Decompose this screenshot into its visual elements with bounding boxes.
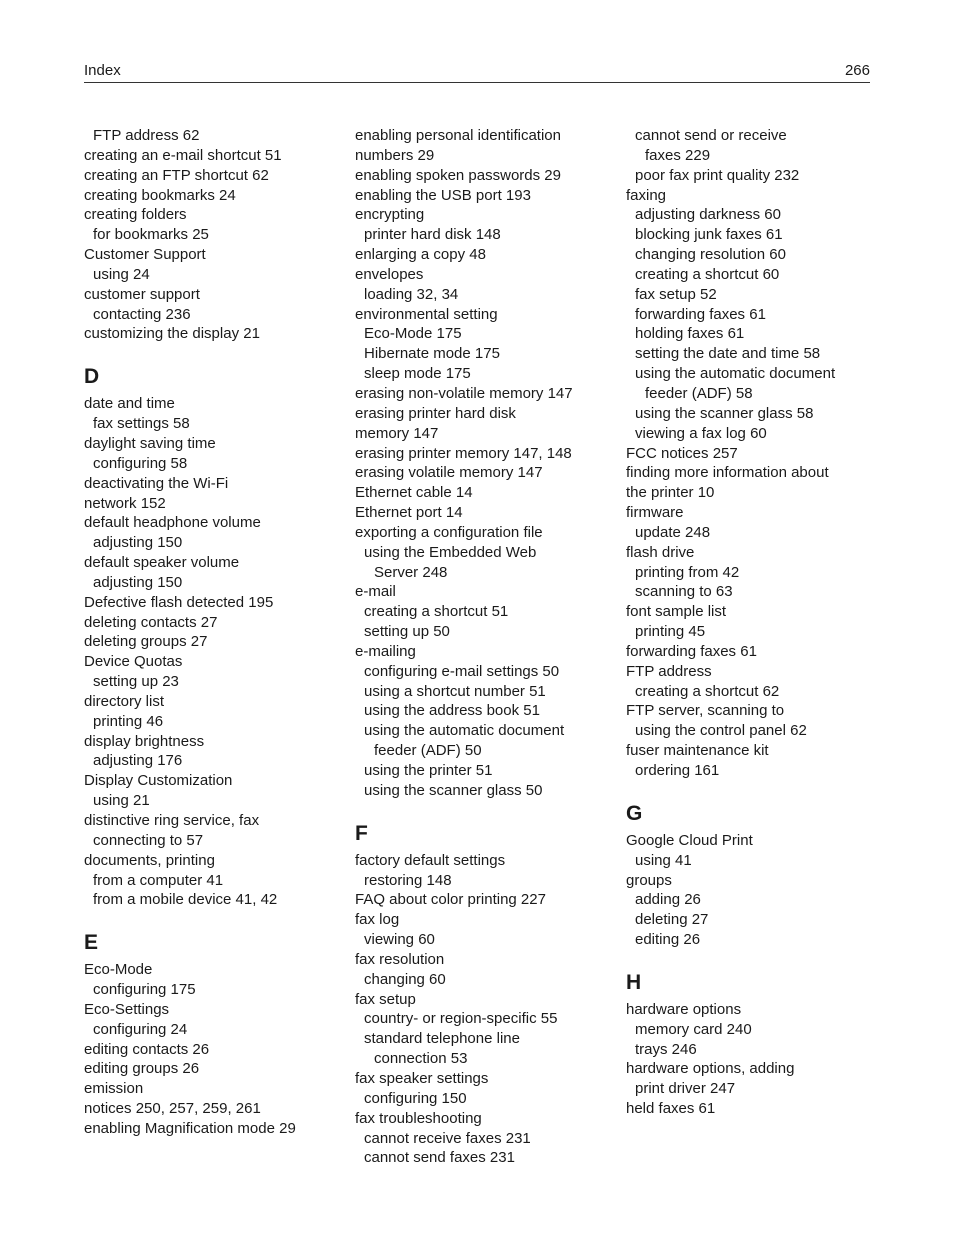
index-entry: notices 250, 257, 259, 261 <box>84 1100 261 1118</box>
index-subentry: scanning to 63 <box>635 583 733 601</box>
index-entry: enabling spoken passwords 29 <box>355 166 561 184</box>
index-subentry: deleting 27 <box>635 911 709 929</box>
index-subentry: forwarding faxes 61 <box>635 305 766 323</box>
index-subentry: fax settings 58 <box>93 415 190 433</box>
index-subentry: standard telephone line <box>364 1030 520 1048</box>
index-subentry: from a computer 41 <box>93 871 224 889</box>
index-subentry: faxes 229 <box>645 146 711 164</box>
index-entry: erasing non-volatile memory 147 <box>355 384 573 402</box>
index-letter-heading: G <box>626 801 643 825</box>
index-subentry: printing 46 <box>93 712 164 730</box>
index-entry: customer support <box>84 285 200 303</box>
index-subentry: holding faxes 61 <box>635 325 745 343</box>
index-subentry: poor fax print quality 232 <box>635 166 800 184</box>
index-entry: the printer 10 <box>626 484 715 502</box>
index-subentry: using the scanner glass 58 <box>635 404 814 422</box>
index-entry: FTP address <box>626 662 712 680</box>
index-entry: factory default settings <box>355 851 506 869</box>
index-entry: hardware options, adding <box>626 1060 795 1078</box>
index-entry: Defective flash detected 195 <box>84 593 274 611</box>
index-entry: editing contacts 26 <box>84 1040 210 1058</box>
index-entry: Eco-Settings <box>84 1000 170 1018</box>
index-subentry: creating a shortcut 62 <box>635 682 780 700</box>
index-subentry: feeder (ADF) 50 <box>374 742 482 760</box>
index-subentry: using the automatic document <box>635 365 836 383</box>
index-subentry: contacting 236 <box>93 305 191 323</box>
index-subentry: setting up 50 <box>364 623 450 641</box>
index-entry: network 152 <box>84 494 166 512</box>
index-entry: exporting a configuration file <box>355 523 543 541</box>
index-subentry: using the printer 51 <box>364 762 493 779</box>
index-entry: fax troubleshooting <box>355 1109 482 1127</box>
index-letter-heading: E <box>84 931 99 955</box>
index-subentry: using 24 <box>93 265 150 283</box>
index-subentry: configuring 175 <box>93 981 196 999</box>
index-entry: creating bookmarks 24 <box>84 186 236 204</box>
index-subentry: printing from 42 <box>635 563 740 581</box>
index-entry: deleting contacts 27 <box>84 613 218 631</box>
page-header <box>84 60 870 83</box>
index-entry: faxing <box>626 186 667 204</box>
index-entry: font sample list <box>626 603 727 621</box>
index-entry: documents, printing <box>84 851 215 869</box>
index-entry: enabling the USB port 193 <box>355 186 531 204</box>
index-entry: editing groups 26 <box>84 1060 200 1078</box>
index-entry: groups <box>626 871 672 889</box>
index-entry: creating an e-mail shortcut 51 <box>84 146 282 164</box>
index-entry: directory list <box>84 692 165 710</box>
index-subentry: from a mobile device 41, 42 <box>93 891 278 909</box>
index-entry: forwarding faxes 61 <box>626 642 757 660</box>
index-entry: customizing the display 21 <box>84 325 260 343</box>
index-subentry: FTP address 62 <box>93 127 200 144</box>
index-entry: encrypting <box>355 206 425 224</box>
index-subentry: using 41 <box>635 851 692 869</box>
index-entry: fax setup <box>355 990 416 1008</box>
index-entry: erasing volatile memory 147 <box>355 464 543 482</box>
index-entry: fax log <box>355 911 400 929</box>
index-entry: daylight saving time <box>84 434 216 452</box>
index-entry: e-mail <box>355 583 396 601</box>
index-entry: date and time <box>84 395 175 413</box>
index-subentry: sleep mode 175 <box>364 365 471 383</box>
index-subentry: adjusting 150 <box>93 573 183 591</box>
index-entry: e-mailing <box>355 642 416 660</box>
index-entry: held faxes 61 <box>626 1100 716 1118</box>
index-entry: erasing printer memory 147, 148 <box>355 444 572 462</box>
index-subentry: setting the date and time 58 <box>635 345 821 363</box>
index-entry: hardware options <box>626 1000 742 1018</box>
index-subentry: ordering 161 <box>635 762 720 779</box>
index-subentry: using a shortcut number 51 <box>364 682 546 700</box>
index-subentry: creating a shortcut 51 <box>364 603 509 621</box>
index-subentry: loading 32, 34 <box>364 285 459 303</box>
index-entry: Google Cloud Print <box>626 831 753 849</box>
index-column-2 <box>355 126 613 1168</box>
index-subentry: editing 26 <box>635 931 701 949</box>
index-entry: erasing printer hard disk <box>355 404 516 422</box>
page-number: 266 <box>844 62 870 79</box>
index-subentry: configuring 58 <box>93 454 188 472</box>
index-subentry: adjusting darkness 60 <box>635 206 781 224</box>
index-entry: Device Quotas <box>84 653 183 671</box>
index-entry: environmental setting <box>355 305 498 323</box>
index-entry: deleting groups 27 <box>84 633 208 651</box>
index-subentry: viewing a fax log 60 <box>635 424 767 442</box>
index-entry: Ethernet port 14 <box>355 504 463 522</box>
index-entry: Ethernet cable 14 <box>355 484 473 502</box>
index-entry: enlarging a copy 48 <box>355 246 486 264</box>
index-subentry: country- or region-specific 55 <box>364 1010 558 1028</box>
index-entry: creating folders <box>84 206 187 224</box>
index-subentry: restoring 148 <box>364 871 452 889</box>
index-subentry: Server 248 <box>374 563 448 581</box>
index-subentry: changing resolution 60 <box>635 246 786 264</box>
index-letter-heading: F <box>355 821 368 845</box>
index-subentry: memory card 240 <box>635 1020 752 1038</box>
index-entry: enabling personal identification <box>355 127 561 144</box>
index-entry: fax resolution <box>355 950 445 968</box>
index-subentry: Eco-Mode 175 <box>364 325 462 343</box>
index-entry: default headphone volume <box>84 514 261 532</box>
index-subentry: using 21 <box>93 792 150 810</box>
index-entry: flash drive <box>626 543 695 561</box>
index-column-3 <box>626 126 876 1119</box>
index-subentry: cannot send or receive <box>635 127 787 144</box>
index-subentry: configuring 24 <box>93 1020 188 1038</box>
index-subentry: connecting to 57 <box>93 831 204 849</box>
index-subentry: Hibernate mode 175 <box>364 345 500 363</box>
index-subentry: printer hard disk 148 <box>364 226 501 244</box>
index-entry: Eco-Mode <box>84 961 153 979</box>
index-subentry: using the control panel 62 <box>635 722 807 740</box>
index-subentry: configuring 150 <box>364 1089 467 1107</box>
index-subentry: using the Embedded Web <box>364 543 537 561</box>
index-subentry: printing 45 <box>635 623 706 641</box>
index-entry: deactivating the Wi-Fi <box>84 474 229 492</box>
index-subentry: print driver 247 <box>635 1080 736 1098</box>
index-subentry: trays 246 <box>635 1040 697 1058</box>
index-letter-heading: H <box>626 970 642 994</box>
index-subentry: setting up 23 <box>93 673 179 691</box>
index-entry: FAQ about color printing 227 <box>355 891 546 909</box>
index-subentry: creating a shortcut 60 <box>635 265 780 283</box>
section-title: Index <box>84 62 121 79</box>
index-subentry: connection 53 <box>374 1050 468 1068</box>
index-subentry: adjusting 176 <box>93 752 183 770</box>
index-entry: Display Customization <box>84 772 233 790</box>
index-subentry: for bookmarks 25 <box>93 226 209 244</box>
index-entry: enabling Magnification mode 29 <box>84 1119 296 1137</box>
index-subentry: feeder (ADF) 58 <box>645 384 753 402</box>
index-entry: finding more information about <box>626 464 829 482</box>
index-entry: fax speaker settings <box>355 1069 489 1087</box>
index-entry: FCC notices 257 <box>626 444 738 462</box>
index-subentry: adding 26 <box>635 891 701 909</box>
index-subentry: blocking junk faxes 61 <box>635 226 783 244</box>
index-entry: fuser maintenance kit <box>626 742 769 760</box>
index-subentry: using the automatic document <box>364 722 565 740</box>
index-entry: distinctive ring service, fax <box>84 812 260 829</box>
index-subentry: adjusting 150 <box>93 534 183 552</box>
index-entry: display brightness <box>84 732 205 750</box>
index-entry: memory 147 <box>355 424 439 442</box>
index-subentry: viewing 60 <box>364 931 435 949</box>
index-column-1 <box>84 126 339 1139</box>
index-subentry: fax setup 52 <box>635 285 717 303</box>
index-entry: FTP server, scanning to <box>626 702 785 720</box>
index-subentry: using the address book 51 <box>364 702 540 720</box>
index-subentry: changing 60 <box>364 970 446 988</box>
index-entry: firmware <box>626 504 684 522</box>
index-subentry: update 248 <box>635 523 711 541</box>
index-subentry: configuring e-mail settings 50 <box>364 662 560 680</box>
index-entry: emission <box>84 1080 144 1098</box>
index-entry: default speaker volume <box>84 554 240 572</box>
index-letter-heading: D <box>84 365 100 389</box>
index-subentry: cannot receive faxes 231 <box>364 1129 531 1147</box>
index-subentry: cannot send faxes 231 <box>364 1149 515 1167</box>
index-entry: Customer Support <box>84 246 206 264</box>
index-subentry: using the scanner glass 50 <box>364 781 543 799</box>
index-entry: numbers 29 <box>355 146 435 164</box>
index-entry: envelopes <box>355 265 424 283</box>
index-entry: creating an FTP shortcut 62 <box>84 166 269 184</box>
